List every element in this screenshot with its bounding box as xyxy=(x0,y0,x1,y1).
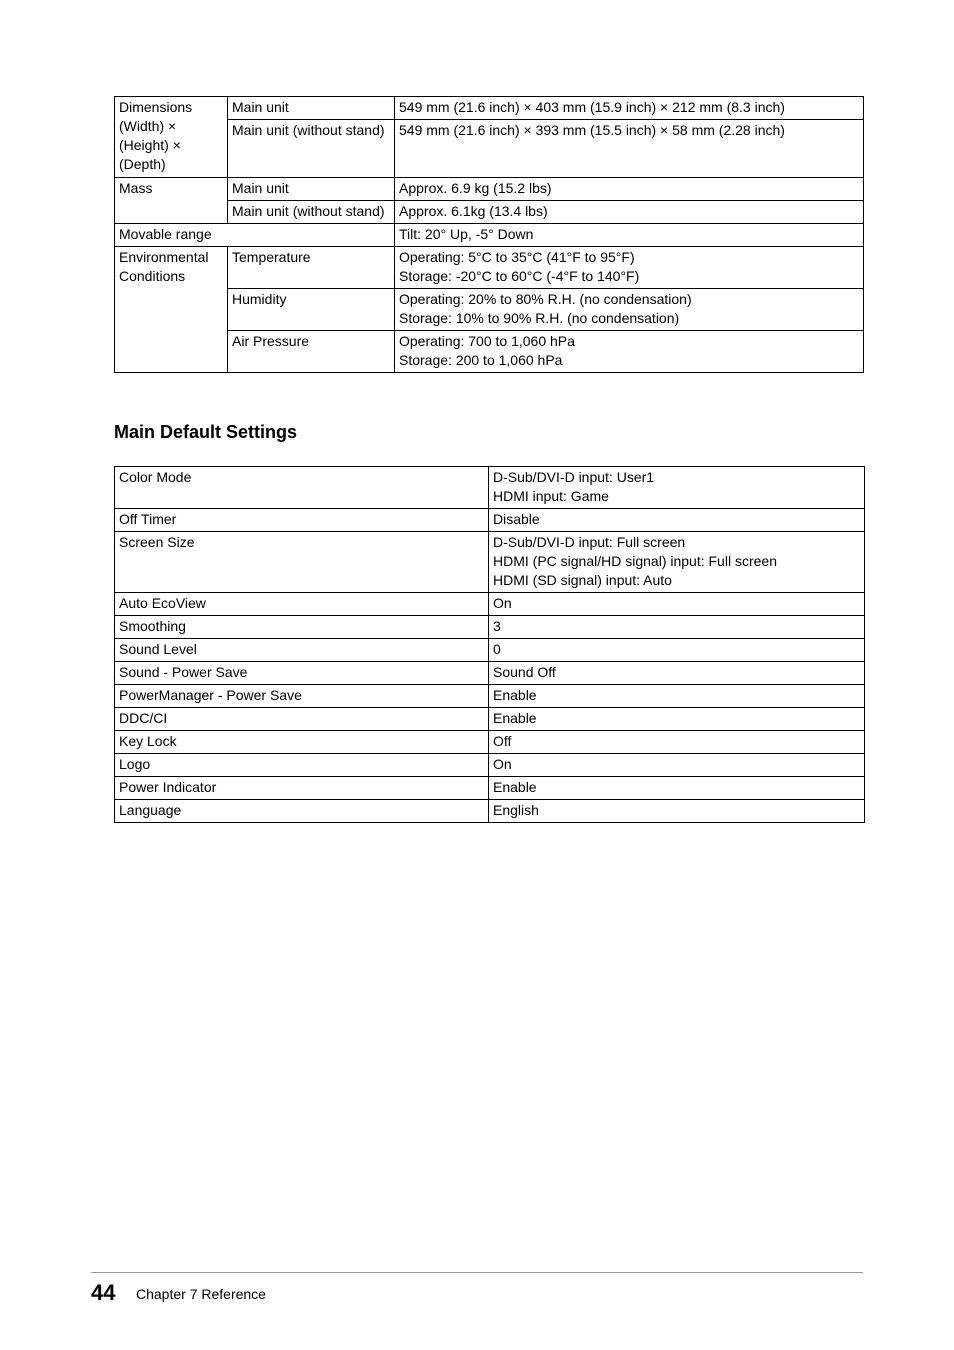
spec-row-humidity xyxy=(115,289,864,331)
setting-name: Color Mode xyxy=(115,467,489,509)
spec-mass-no-stand-value: Approx. 6.1kg (13.4 lbs) xyxy=(395,201,864,224)
spec-mass-no-stand-label: Main unit (without stand) xyxy=(228,201,395,224)
default-settings-body xyxy=(115,467,865,823)
setting-name: Power Indicator xyxy=(115,777,489,800)
spec-mass-main-unit-label: Main unit xyxy=(228,178,395,201)
setting-value: Enable xyxy=(489,777,865,800)
setting-name: PowerManager - Power Save xyxy=(115,685,489,708)
spec-dimensions-label: Dimensions (Width) × (Height) × (Depth) xyxy=(115,97,228,178)
spec-movable-value: Tilt: 20° Up, -5° Down xyxy=(395,224,864,247)
default-settings-row xyxy=(115,616,865,639)
default-settings-row xyxy=(115,509,865,532)
setting-value: Disable xyxy=(489,509,865,532)
spec-mass-label: Mass xyxy=(115,178,228,224)
spec-pressure-label: Air Pressure xyxy=(228,331,395,373)
default-settings-row xyxy=(115,532,865,593)
default-settings-row xyxy=(115,467,865,509)
spec-humidity-value: Operating: 20% to 80% R.H. (no condensation) Storage: 10% to 90% R.H. (no condensation) xyxy=(395,289,864,331)
setting-name: Sound - Power Save xyxy=(115,662,489,685)
default-settings-row xyxy=(115,593,865,616)
setting-name: Screen Size xyxy=(115,532,489,593)
setting-value: On xyxy=(489,754,865,777)
default-settings-row xyxy=(115,639,865,662)
setting-name: DDC/CI xyxy=(115,708,489,731)
setting-value: Sound Off xyxy=(489,662,865,685)
spec-row-dimensions-main xyxy=(115,97,864,120)
spec-row-temperature xyxy=(115,247,864,289)
spec-dim-no-stand-value: 549 mm (21.6 inch) × 393 mm (15.5 inch) × 58 mm (2.28 inch) xyxy=(395,120,864,178)
default-settings-row xyxy=(115,754,865,777)
section-heading: Main Default Settings xyxy=(114,422,298,442)
specifications-table xyxy=(114,96,864,373)
default-settings-table xyxy=(114,466,865,823)
default-settings-row xyxy=(115,800,865,823)
setting-name: Smoothing xyxy=(115,616,489,639)
setting-name: Logo xyxy=(115,754,489,777)
setting-value: 0 xyxy=(489,639,865,662)
setting-value: Enable xyxy=(489,685,865,708)
spec-movable-label: Movable range xyxy=(115,224,395,247)
default-settings-row xyxy=(115,708,865,731)
setting-value: 3 xyxy=(489,616,865,639)
setting-value: D-Sub/DVI-D input: User1 HDMI input: Game xyxy=(489,467,865,509)
footer-divider xyxy=(91,1272,863,1273)
setting-value: Enable xyxy=(489,708,865,731)
setting-value: D-Sub/DVI-D input: Full screen HDMI (PC signal/HD signal) input: Full screen HDMI (SD signal) input: Auto xyxy=(489,532,865,593)
spec-row-air-pressure xyxy=(115,331,864,373)
setting-value: On xyxy=(489,593,865,616)
setting-name: Sound Level xyxy=(115,639,489,662)
spec-row-dimensions-no-stand xyxy=(115,120,864,178)
setting-name: Auto EcoView xyxy=(115,593,489,616)
spec-row-movable-range xyxy=(115,224,864,247)
default-settings-row xyxy=(115,731,865,754)
spec-pressure-value: Operating: 700 to 1,060 hPa Storage: 200 to 1,060 hPa xyxy=(395,331,864,373)
spec-dim-main-unit-label: Main unit xyxy=(228,97,395,120)
setting-value: Off xyxy=(489,731,865,754)
default-settings-row xyxy=(115,685,865,708)
spec-mass-main-unit-value: Approx. 6.9 kg (15.2 lbs) xyxy=(395,178,864,201)
setting-name: Off Timer xyxy=(115,509,489,532)
spec-row-mass-main xyxy=(115,178,864,201)
setting-name: Key Lock xyxy=(115,731,489,754)
spec-temp-value: Operating: 5°C to 35°C (41°F to 95°F) Storage: -20°C to 60°C (-4°F to 140°F) xyxy=(395,247,864,289)
spec-row-mass-no-stand xyxy=(115,201,864,224)
chapter-title: Chapter 7 Reference xyxy=(136,1286,266,1302)
spec-temp-label: Temperature xyxy=(228,247,395,289)
default-settings-row xyxy=(115,777,865,800)
spec-dim-main-unit-value: 549 mm (21.6 inch) × 403 mm (15.9 inch) × 212 mm (8.3 inch) xyxy=(395,97,864,120)
setting-value: English xyxy=(489,800,865,823)
default-settings-row xyxy=(115,662,865,685)
spec-env-label: Environmental Conditions xyxy=(115,247,228,373)
spec-humidity-label: Humidity xyxy=(228,289,395,331)
page-number: 44 xyxy=(91,1280,116,1305)
spec-dim-no-stand-label: Main unit (without stand) xyxy=(228,120,395,178)
setting-name: Language xyxy=(115,800,489,823)
